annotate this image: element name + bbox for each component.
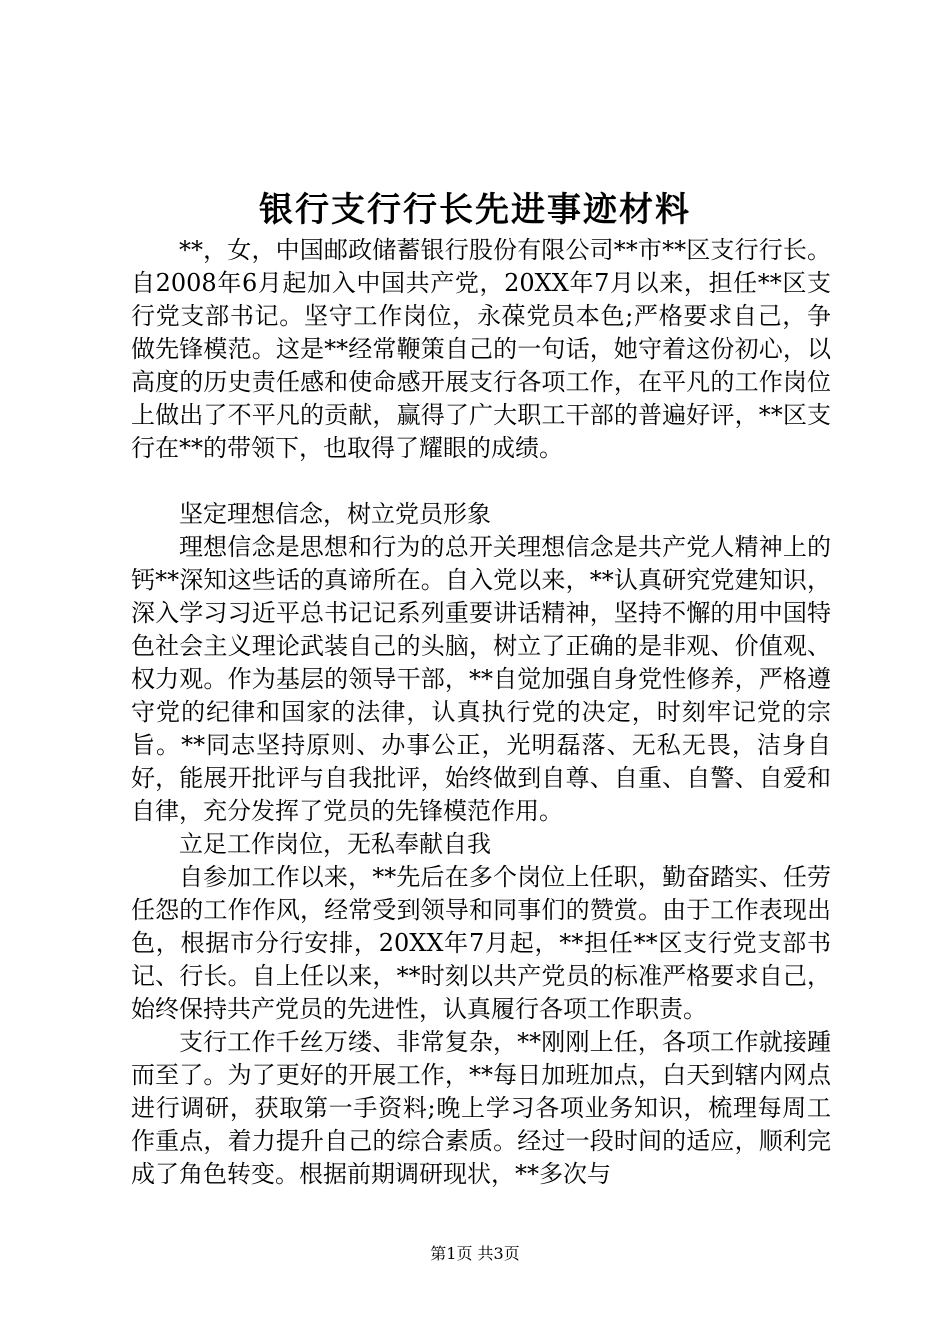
section-heading-2: 立足工作岗位，无私奉献自我 — [179, 830, 491, 858]
paragraph-ideals: 理想信念是思想和行为的总开关理想信念是共产党人精神上的钙**深知这些话的真谛所在。自入党以来，**认真研究党建知识，深入学习习近平总书记记系列重要讲话精神，坚持不懈的用中国特色社会主义理论武装自己的头脑，树立了正确的是非观、价值观、权力观。作为基层的领导干部，**自觉加强自身党性修养，严格遵守党的纪律和国家的法律，认真执行党的决定，时刻牢记党的宗旨。**同志坚持原则、办事公正，光明磊落、无私无畏，洁身自好，能展开批评与自我批评，始终做到自尊、自重、自警、自爱和自律，充分发挥了党员的先锋模范作用。 — [131, 533, 831, 825]
page-number: 第1页 共3页 — [430, 1244, 520, 1263]
section-heading-1: 坚定理想信念，树立党员形象 — [179, 500, 491, 528]
paragraph-intro: **，女，中国邮政储蓄银行股份有限公司**市**区支行行长。自2008年6月起加入中国共产党，20XX年7月以来，担任**区支行党支部书记。坚守工作岗位，永葆党员本色;严格要求自己，争做先锋模范。这是**经常鞭策自己的一句话，她守着这份初心，以高度的历史责任感和使命感开展支行各项工作，在平凡的工作岗位上做出了不平凡的贡献，赢得了广大职工干部的普遍好评，**区支行在**的带领下，也取得了耀眼的成绩。 — [131, 236, 831, 462]
paragraph-career: 自参加工作以来，**先后在多个岗位上任职，勤奋踏实、任劳任怨的工作作风，经常受到领导和同事们的赞赏。由于工作表现出色，根据市分行安排，20XX年7月起，**担任**区支行党支部书记、行长。自上任以来，**时刻以共产党员的标准严格要求自己，始终保持共产党员的先进性，认真履行各项工作职责。 — [131, 863, 831, 1023]
paragraph-work: 支行工作千丝万缕、非常复杂，**刚刚上任，各项工作就接踵而至了。为了更好的开展工作，**每日加班加点，白天到辖内网点进行调研，获取第一手资料;晚上学习各项业务知识，梳理每周工作重点，着力提升自己的综合素质。经过一段时间的适应，顺利完成了角色转变。根据前期调研现状，**多次与 — [131, 1028, 831, 1188]
document-title: 银行支行行长先进事迹材料 — [259, 190, 691, 230]
document-body — [131, 234, 831, 1191]
